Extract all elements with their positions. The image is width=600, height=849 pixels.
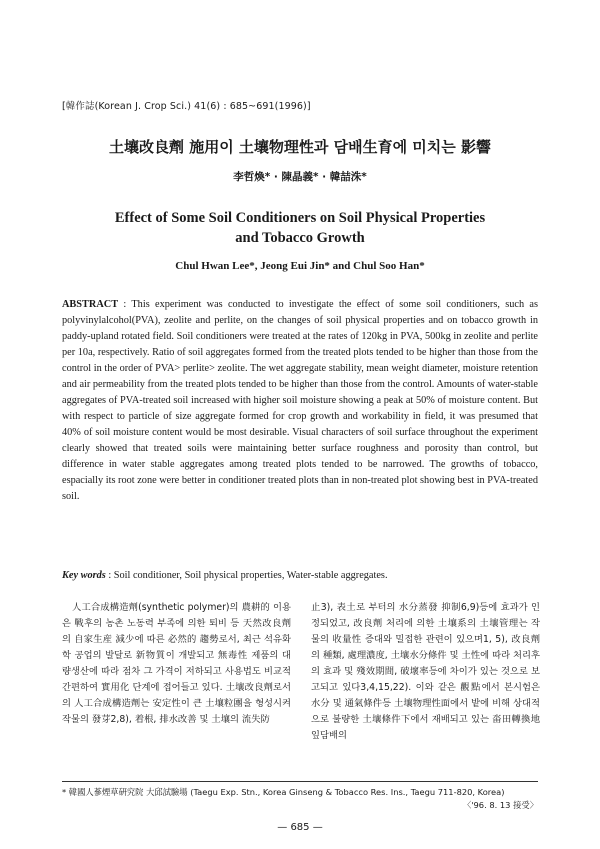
abstract-text: This experiment was conducted to investigate the effect of some soil conditioners, such as polyvinylalcohol(PVA), zeolite and perlite, on the changes of soil physical properties and on tobacco growth in paddy-upland rotated field. Soil conditioners were treated at the rates of 120kg in PVA, 500kg in zeolite and perlite per 10a, respectively. Ratio of soil aggregates formed from the treated plots tended to be higher than those from the control in the order of PVA> perlite> zeolite. The wet aggregate stability, mean weight diameter, moisture retention and air permeability from the treated plots tended to be higher than those from the control. Amounts of water-stable aggregates of PVA-treated soil increased with higher soil moisture showing a peak at 50% of moisture content. But with respect to particle of size aggregate formed for crop growth and workability in field, it was presumed that 40% of soil moisture content would be most desirable. Visual characters of soil surface throughout the experiment clearly showed that treated soils were maintaining better surface roughness and porosity than control, but difference in water stable aggregates among treated plots tended to be narrowed. The growths of tobacco, espacially its root zone were better in conditioner treated plots than in non-treated plot showing best in PVA-treated soil.: [62, 299, 538, 502]
body-column-left: 人工合成構造劑(synthetic polymer)의 農耕的 이용은 戰후의 농촌 노동력 부족에 의한 퇴비 등 天然改良劑의 自家生産 減少에 따른 必然的 趨勢로서, 최근 석유화학 공업의 발달로 新物質이 개발되고 無毒性 제품의 대량생산에 따라 점차 그 가격이 저하되고 사용법도 비교적 간편하여 實用化 단계에 접어들고 있다. 土壤改良劑로서의 人工合成構造劑는 安定性이 큰 土壤粒團을 형성시켜 작물의 發芽2,8), 着根, 排水改善 및 土壤의 流失防: [62, 602, 291, 725]
abstract-label: ABSTRACT: [62, 299, 119, 310]
english-authors: Chul Hwan Lee*, Jeong Eui Jin* and Chul Soo Han*: [175, 260, 425, 272]
received-date: 〈'96. 8. 13 接受〉: [462, 800, 538, 810]
affiliation-footnote: * 韓國人蔘煙草硏究院 大邱試驗場 (Taegu Exp. Stn., Korea Ginseng & Tobacco Res. Ins., Taegu 711-820, Korea): [62, 787, 505, 797]
keywords-text: Soil conditioner, Soil physical properties, Water-stable aggregates.: [113, 570, 388, 581]
keywords: [62, 568, 538, 584]
english-title-line-2: and Tobacco Growth: [235, 230, 365, 246]
body-column-right: 止3), 表土로 부터의 水分蒸發 抑制6,9)등에 효과가 인정되었고, 改良劑 처리에 의한 土壤系의 土壤管理는 작물의 收量性 증대와 밀접한 관련이 있으며1, 5), 改良劑의 種類, 處理濃度, 土壤水分條件 및 土性에 따라 처리후의 효과 및 殘效期間, 破壞率등에 차이가 있는 것으로 보고되고 있다3,4,15,22). 이와 같은 觀點에서 본시험은 水分 및 通氣條件등 土壤物理性面에서 밭에 비해 상대적으로 불량한 土壤條件下에서 재배되고 있는 畓田轉換地 잎담배의: [311, 602, 540, 741]
english-title: [0, 208, 600, 248]
korean-authors: 李哲煥* · 陳晶義* · 韓喆洙*: [233, 171, 367, 183]
keywords-separator: :: [105, 570, 114, 581]
abstract: [62, 297, 538, 505]
english-title-line-1: Effect of Some Soil Conditioners on Soil Physical Properties: [114, 210, 486, 226]
keywords-label: Key words: [62, 570, 106, 581]
footnote-divider: [62, 781, 538, 782]
abstract-separator: :: [118, 299, 132, 310]
korean-title: 土壤改良劑 施用이 土壤物理性과 담배生育에 미치는 影響: [108, 138, 492, 156]
page-number: — 685 —: [277, 822, 323, 833]
journal-reference: [韓作誌(Korean J. Crop Sci.) 41(6) : 685~691(1996)]: [62, 101, 311, 112]
